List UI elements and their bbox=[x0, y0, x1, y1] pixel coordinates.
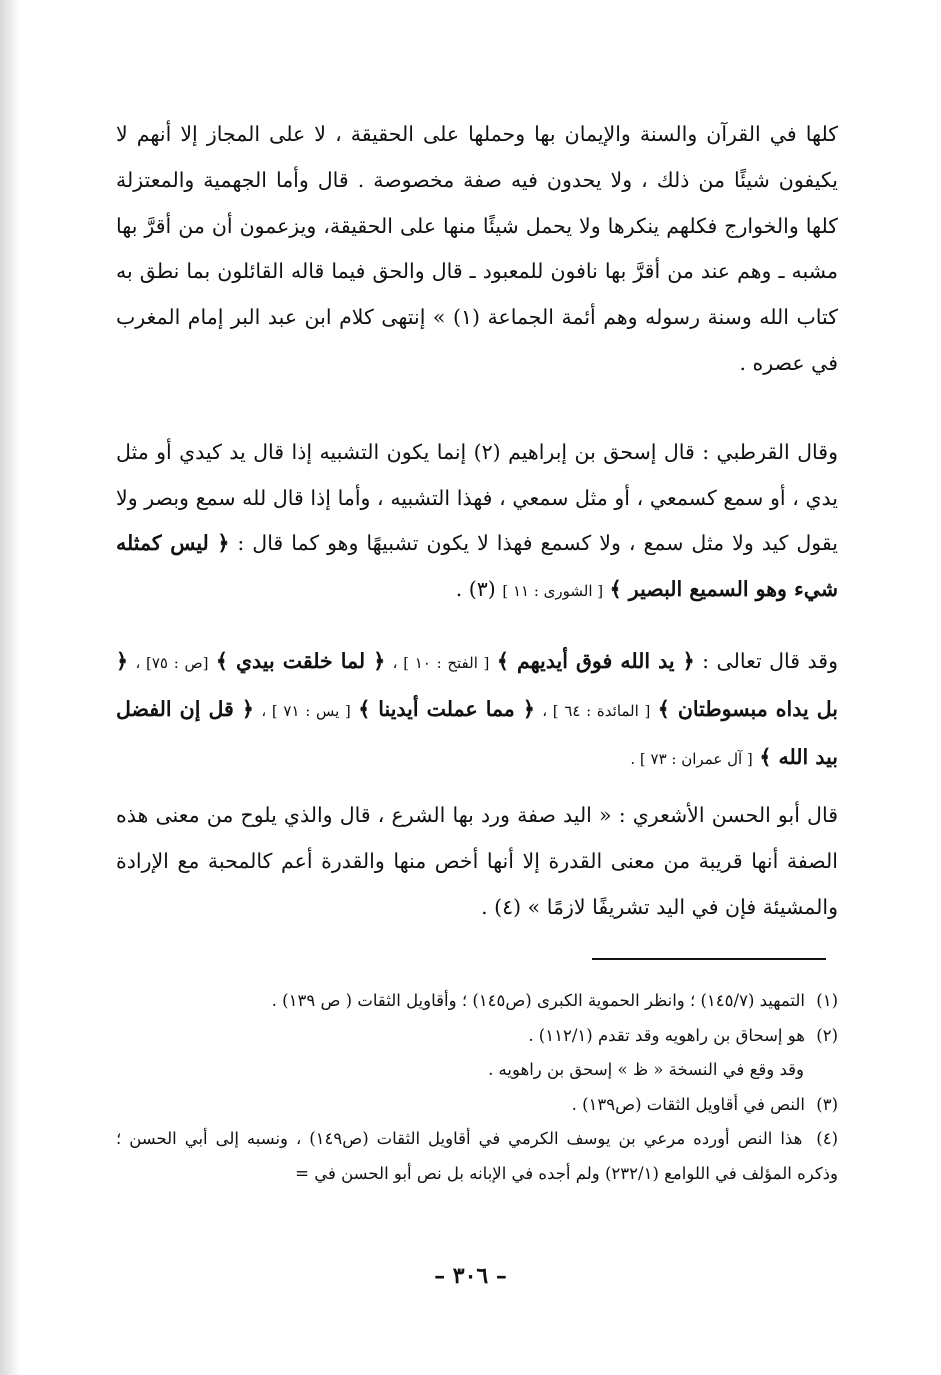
footnote-text: النص في أقاويل الثقات (ص١٣٩) . bbox=[571, 1094, 805, 1114]
verse-reference: [ المائدة : ٦٤ ] ، bbox=[542, 702, 651, 720]
paragraph-4 bbox=[116, 792, 838, 930]
footnote-2-continuation bbox=[116, 1053, 838, 1088]
paragraph-1 bbox=[116, 112, 838, 387]
verse-reference: [ص : ٧٥] ، bbox=[135, 654, 209, 672]
footnote-1 bbox=[116, 984, 838, 1019]
footnote-number: (١) bbox=[816, 991, 838, 1010]
footnote-number: (٣) bbox=[816, 1094, 838, 1114]
verse-reference: [ آل عمران : ٧٣ ] . bbox=[630, 750, 753, 768]
paragraph-4-text: قال أبو الحسن الأشعري : « اليد صفة ورد بها الشرع ، قال والذي يلوح من معنى هذه الصفة أنها قريبة من معنى القدرة إلا أنها أخص منها والقدرة أعم كالمحبة مع الإرادة والمشيئة فإن في اليد تشريفًا لازمًا » (٤) . bbox=[116, 803, 838, 919]
paragraph-3 bbox=[116, 638, 838, 782]
footnote-number: (٢) bbox=[816, 1025, 838, 1045]
quran-verse: ﴿ بل يداه مبسوطتان ﴾ bbox=[116, 649, 838, 721]
footnote-marker: (٣) . bbox=[455, 576, 496, 601]
footnote-text: هو إسحاق بن راهويه وقد تقدم (١١٢/١) . bbox=[528, 1025, 805, 1045]
paragraph-3-intro: وقد قال تعالى : bbox=[702, 649, 838, 673]
page-gutter-shadow bbox=[0, 0, 20, 1375]
verse-reference: [ الشورى : ١١ ] bbox=[502, 581, 604, 600]
paragraph-2-text: وقال القرطبي : قال إسحق بن إبراهيم (٢) إنما يكون التشبيه إذا قال يد كيدي أو مثل يدي ، أو سمع كسمعي ، أو مثل سمعي ، فهذا التشبيه ، وأما إذا قال لله سمع وبصر ولا يقول كيد ولا مثل سمع ، ولا كسمع فهذا لا يكون تشبيهًا وهو كما قال : bbox=[116, 440, 839, 555]
footnote-separator bbox=[592, 958, 826, 960]
verse-reference: [ الفتح : ١٠ ] ، bbox=[392, 654, 490, 672]
footnote-3 bbox=[116, 1088, 838, 1123]
quran-verse: ﴿ مما عملت أيدينا ﴾ bbox=[358, 697, 535, 721]
paragraph-1-text: كلها في القرآن والسنة والإيمان بها وحملها على الحقيقة ، لا على المجاز إلا أنهم لا يكيفون شيئًا من ذلك ، ولا يحدون فيه صفة مخصوصة . قال وأما الجهمية والمعتزلة كلها والخوارج فكلهم ينكرها ولا يحمل شيئًا منها على الحقيقة، ويزعمون أن من أقرَّ بها مشبه ـ وهم عند من أقرَّ بها نافون للمعبود ـ قال والحق فيما قاله القائلون بما نطق به كتاب الله وسنة رسوله وهم أئمة الجماعة (١) » إنتهى كلام ابن عبد البر إمام المغرب في عصره . bbox=[116, 122, 838, 375]
footnote-2 bbox=[116, 1019, 838, 1054]
paragraph-2 bbox=[116, 430, 838, 614]
footnote-number: (٤) bbox=[816, 1129, 838, 1149]
quran-verse: ﴿ لما خلقت بيدي ﴾ bbox=[215, 649, 386, 673]
footnotes bbox=[116, 984, 838, 1192]
footnote-text: هذا النص أورده مرعي بن يوسف الكرمي في أقاويل الثقات (ص١٤٩) ، ونسبه إلى أبي الحسن ؛ وذكره المؤلف في اللوامع (٢٣٢/١) ولم أجده في الإبانه بل نص أبو الحسن في = bbox=[116, 1129, 838, 1183]
page-number: – ٣٠٦ – bbox=[434, 1263, 507, 1289]
footnote-text: التمهيد (١٤٥/٧) ؛ وانظر الحموية الكبرى (ص١٤٥) ؛ وأقاويل الثقات ( ص ١٣٩) . bbox=[271, 991, 805, 1010]
quran-verse: ﴿ قل إن الفضل بيد الله ﴾ bbox=[116, 697, 838, 769]
footnote-text: وقد وقع في النسخة « ظ » إسحق بن راهويه . bbox=[488, 1060, 804, 1080]
quran-verse: ﴿ يد الله فوق أيديهم ﴾ bbox=[496, 649, 695, 673]
footnote-4 bbox=[116, 1122, 838, 1191]
quran-verse: ﴿ ليس كمثله شيء وهو السميع البصير ﴾ bbox=[116, 531, 838, 601]
verse-reference: [ يس : ٧١ ] ، bbox=[261, 702, 351, 720]
